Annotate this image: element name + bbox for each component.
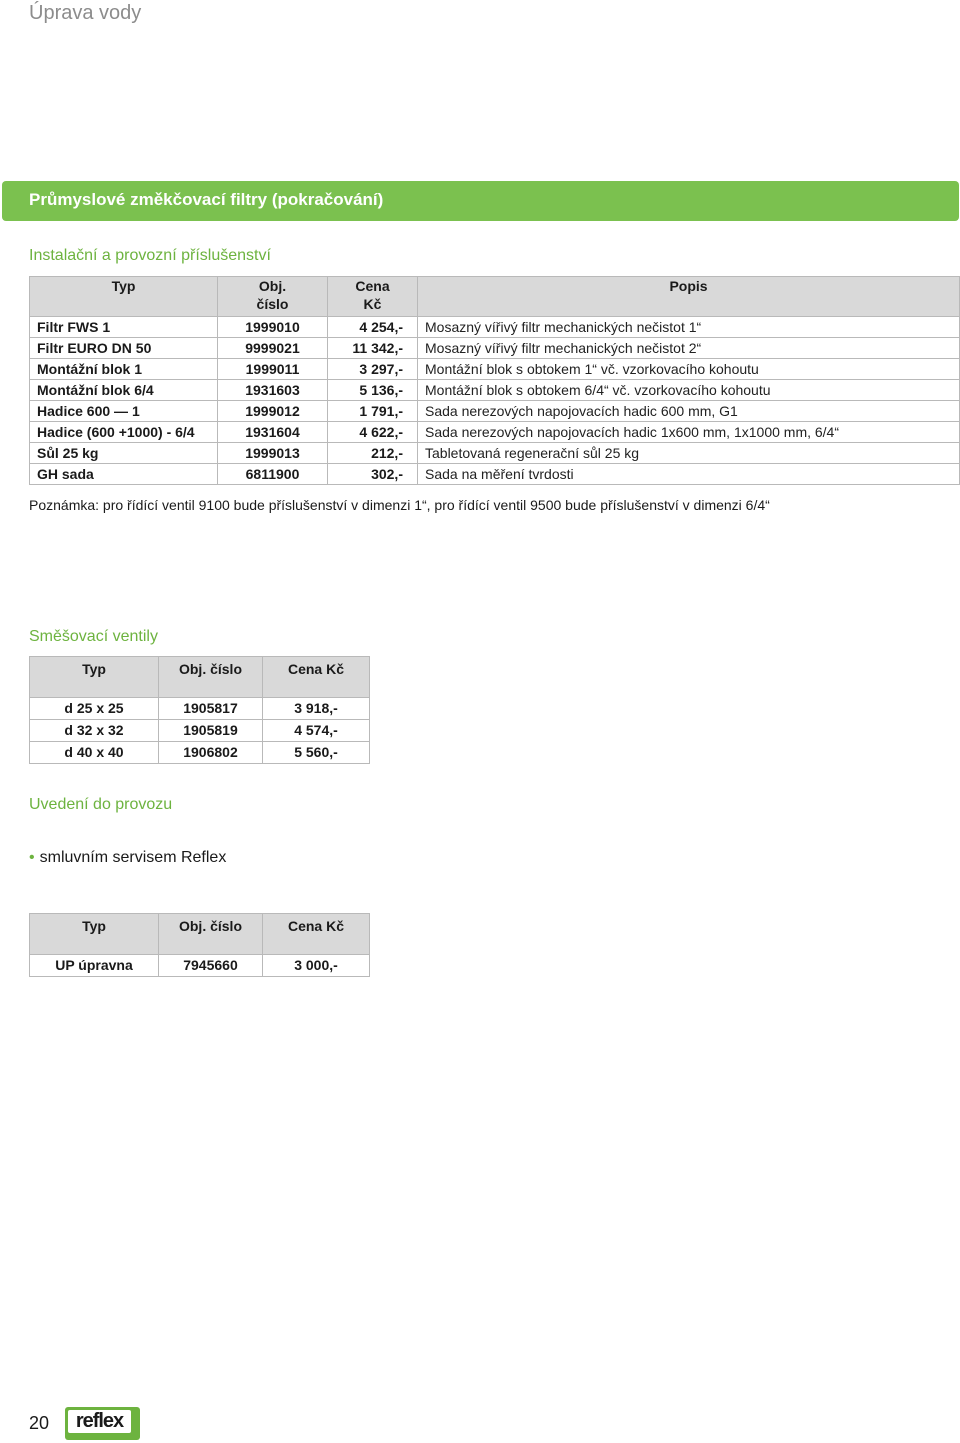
- commissioning-heading: Uvedení do provozu: [29, 796, 173, 813]
- cell-order-number: 1931604: [218, 422, 328, 443]
- logo-text: reflex: [68, 1410, 131, 1433]
- commissioning-table: [29, 913, 370, 977]
- bullet-text: smluvním servisem Reflex: [39, 849, 227, 866]
- cell-price: 11 342,-: [328, 338, 418, 359]
- mixing-valves-heading: Směšovací ventily: [29, 628, 158, 645]
- cell-type: Montážní blok 1: [30, 359, 218, 380]
- cell-order-number: 1999012: [218, 401, 328, 422]
- cell-description: Sada nerezových napojovacích hadic 1x600 mm, 1x1000 mm, 6/4“: [418, 422, 960, 443]
- table-row: [30, 422, 960, 443]
- cell-price: 5 560,-: [263, 742, 370, 764]
- table-row: [30, 401, 960, 422]
- cell-description: Montážní blok s obtokem 6/4“ vč. vzorkovacího kohoutu: [418, 380, 960, 401]
- column-header-price: Cena Kč: [263, 914, 370, 955]
- column-header-type: Typ: [30, 657, 159, 698]
- section-banner: [2, 181, 959, 221]
- column-header-price: Cena Kč: [263, 657, 370, 698]
- cell-order-number: 7945660: [159, 955, 263, 977]
- bullet-item: [29, 849, 226, 867]
- cell-description: Mosazný vířivý filtr mechanických nečistot 2“: [418, 338, 960, 359]
- cell-type: Filtr FWS 1: [30, 317, 218, 338]
- table-row: [30, 317, 960, 338]
- mixing-valves-table: [29, 656, 370, 764]
- cell-price: 3 297,-: [328, 359, 418, 380]
- table-header-row: [30, 914, 370, 955]
- cell-order-number: 1905817: [159, 698, 263, 720]
- cell-order-number: 6811900: [218, 464, 328, 485]
- cell-price: 3 918,-: [263, 698, 370, 720]
- cell-type: Filtr EURO DN 50: [30, 338, 218, 359]
- bullet-dot-icon: •: [29, 849, 35, 866]
- table-row: [30, 359, 960, 380]
- cell-order-number: 1999011: [218, 359, 328, 380]
- table-row: [30, 443, 960, 464]
- page-header: Úprava vody: [29, 2, 142, 24]
- table-row: [30, 742, 370, 764]
- column-header-description: Popis: [418, 277, 960, 317]
- cell-type: Hadice (600 +1000) - 6/4: [30, 422, 218, 443]
- column-header-type: Typ: [30, 277, 218, 317]
- cell-order-number: 1905819: [159, 720, 263, 742]
- cell-price: 302,-: [328, 464, 418, 485]
- cell-type: Montážní blok 6/4: [30, 380, 218, 401]
- cell-description: Sada nerezových napojovacích hadic 600 mm, G1: [418, 401, 960, 422]
- table-header-row: [30, 277, 960, 317]
- table-header-row: [30, 657, 370, 698]
- cell-price: 1 791,-: [328, 401, 418, 422]
- cell-type: d 25 x 25: [30, 698, 159, 720]
- cell-price: 4 254,-: [328, 317, 418, 338]
- table-row: [30, 720, 370, 742]
- column-header-order-number: Obj. číslo: [159, 914, 263, 955]
- section-title: Průmyslové změkčovací filtry (pokračování): [29, 190, 384, 209]
- table-row: [30, 698, 370, 720]
- column-header-order-number: Obj. číslo: [159, 657, 263, 698]
- page-number: 20: [29, 1413, 50, 1433]
- cell-order-number: 1931603: [218, 380, 328, 401]
- column-header-order-number: Obj. číslo: [218, 277, 328, 317]
- note-text: Poznámka: pro řídící ventil 9100 bude příslušenství v dimenzi 1“, pro řídící ventil 9500 bude příslušenství v dimenzi 6/4“: [29, 497, 770, 513]
- column-header-price: Cena Kč: [328, 277, 418, 317]
- cell-order-number: 1999013: [218, 443, 328, 464]
- cell-type: GH sada: [30, 464, 218, 485]
- cell-price: 4 574,-: [263, 720, 370, 742]
- reflex-logo: [65, 1407, 140, 1440]
- cell-description: Sada na měření tvrdosti: [418, 464, 960, 485]
- table-row: [30, 380, 960, 401]
- accessories-table: [29, 276, 960, 485]
- cell-type: d 32 x 32: [30, 720, 159, 742]
- cell-price: 3 000,-: [263, 955, 370, 977]
- cell-type: Sůl 25 kg: [30, 443, 218, 464]
- cell-description: Mosazný vířivý filtr mechanických nečistot 1“: [418, 317, 960, 338]
- cell-type: UP úpravna: [30, 955, 159, 977]
- column-header-type: Typ: [30, 914, 159, 955]
- table-row: [30, 338, 960, 359]
- table-row: [30, 955, 370, 977]
- accessories-heading: Instalační a provozní příslušenství: [29, 247, 271, 264]
- table-row: [30, 464, 960, 485]
- cell-description: Tabletovaná regenerační sůl 25 kg: [418, 443, 960, 464]
- cell-order-number: 1999010: [218, 317, 328, 338]
- cell-description: Montážní blok s obtokem 1“ vč. vzorkovacího kohoutu: [418, 359, 960, 380]
- cell-type: d 40 x 40: [30, 742, 159, 764]
- cell-price: 4 622,-: [328, 422, 418, 443]
- cell-order-number: 1906802: [159, 742, 263, 764]
- cell-order-number: 9999021: [218, 338, 328, 359]
- cell-type: Hadice 600 — 1: [30, 401, 218, 422]
- cell-price: 212,-: [328, 443, 418, 464]
- cell-price: 5 136,-: [328, 380, 418, 401]
